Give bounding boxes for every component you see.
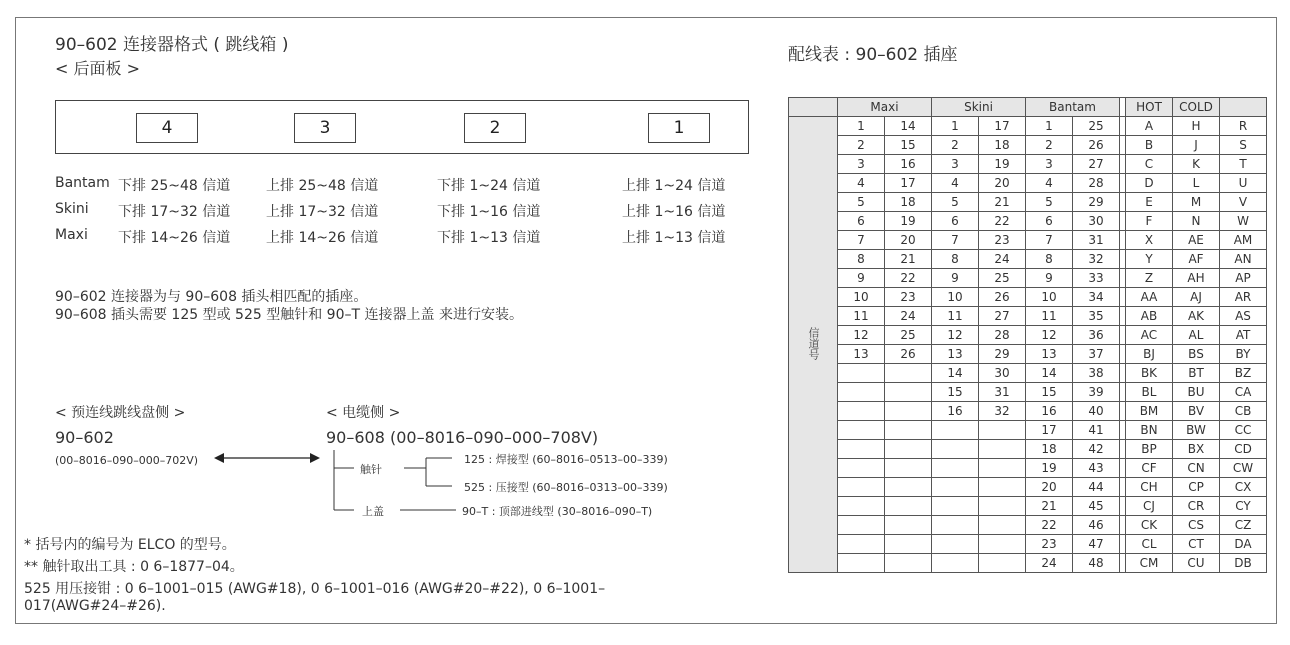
row-cell: 上排 17~32 信道 bbox=[266, 204, 379, 220]
table-cell: 28 bbox=[979, 326, 1026, 345]
table-cell: CL bbox=[1126, 535, 1173, 554]
table-cell: W bbox=[1220, 212, 1267, 231]
table-cell bbox=[932, 535, 979, 554]
table-cell: B bbox=[1126, 136, 1173, 155]
table-cell: 32 bbox=[1073, 250, 1120, 269]
table-cell bbox=[979, 516, 1026, 535]
table-cell: 9 bbox=[1026, 269, 1073, 288]
row-cell: 下排 25~48 信道 bbox=[118, 178, 231, 194]
table-cell: BV bbox=[1173, 402, 1220, 421]
table-cell: 7 bbox=[932, 231, 979, 250]
table-cell: 6 bbox=[932, 212, 979, 231]
table-cell: CN bbox=[1173, 459, 1220, 478]
table-cell: 13 bbox=[1026, 345, 1073, 364]
header-hot: HOT bbox=[1126, 98, 1173, 117]
slot-2: 2 bbox=[464, 113, 526, 143]
table-cell: 23 bbox=[1026, 535, 1073, 554]
table-cell: CK bbox=[1126, 516, 1173, 535]
header-bantam: Bantam bbox=[1026, 98, 1120, 117]
table-cell: BY bbox=[1220, 345, 1267, 364]
table-row bbox=[789, 440, 1267, 459]
table-cell bbox=[932, 516, 979, 535]
table-cell: U bbox=[1220, 174, 1267, 193]
table-cell: AJ bbox=[1173, 288, 1220, 307]
table-cell: N bbox=[1173, 212, 1220, 231]
row-cell: 上排 1~16 信道 bbox=[622, 204, 726, 220]
table-cell: 24 bbox=[1026, 554, 1073, 573]
table-cell: 2 bbox=[838, 136, 885, 155]
cover-90t: 90–T : 顶部进线型 (30–8016–090–T) bbox=[462, 505, 653, 518]
table-cell: CH bbox=[1126, 478, 1173, 497]
table-cell: 43 bbox=[1073, 459, 1120, 478]
table-header-row bbox=[789, 98, 1267, 117]
table-cell: 24 bbox=[885, 307, 932, 326]
table-cell: 4 bbox=[838, 174, 885, 193]
table-cell: 20 bbox=[1026, 478, 1073, 497]
left-model: 90–602 bbox=[55, 428, 114, 447]
table-cell: 40 bbox=[1073, 402, 1120, 421]
table-cell: D bbox=[1126, 174, 1173, 193]
table-cell bbox=[838, 497, 885, 516]
table-cell: K bbox=[1173, 155, 1220, 174]
table-cell: BX bbox=[1173, 440, 1220, 459]
footnote-3: 525 用压接钳 : 0 6–1001–015 (AWG#18), 0 6–1001–016 (AWG#20–#22), 0 6–1001– bbox=[24, 581, 606, 597]
table-cell: AK bbox=[1173, 307, 1220, 326]
header-skini: Skini bbox=[932, 98, 1026, 117]
table-cell: BM bbox=[1126, 402, 1173, 421]
table-cell bbox=[932, 440, 979, 459]
cable-side-heading: < 电缆侧 > bbox=[326, 405, 401, 421]
table-cell: 13 bbox=[932, 345, 979, 364]
table-row bbox=[789, 554, 1267, 573]
table-cell: 22 bbox=[979, 212, 1026, 231]
table-cell: 15 bbox=[932, 383, 979, 402]
table-cell: 2 bbox=[932, 136, 979, 155]
table-cell bbox=[885, 516, 932, 535]
table-cell: CJ bbox=[1126, 497, 1173, 516]
table-row bbox=[789, 459, 1267, 478]
table-cell: 22 bbox=[885, 269, 932, 288]
table-row bbox=[789, 345, 1267, 364]
table-cell: CC bbox=[1220, 421, 1267, 440]
table-cell: 10 bbox=[1026, 288, 1073, 307]
table-cell: Y bbox=[1126, 250, 1173, 269]
table-cell: 21 bbox=[979, 193, 1026, 212]
table-cell: 13 bbox=[838, 345, 885, 364]
table-cell: CF bbox=[1126, 459, 1173, 478]
table-cell: 30 bbox=[979, 364, 1026, 383]
table-cell bbox=[885, 497, 932, 516]
row-name: Maxi bbox=[55, 227, 88, 243]
table-cell: 36 bbox=[1073, 326, 1120, 345]
slot-3: 3 bbox=[294, 113, 356, 143]
table-cell bbox=[932, 554, 979, 573]
table-cell bbox=[885, 459, 932, 478]
table-row bbox=[789, 155, 1267, 174]
table-cell: 3 bbox=[838, 155, 885, 174]
header-maxi: Maxi bbox=[838, 98, 932, 117]
table-cell: CD bbox=[1220, 440, 1267, 459]
table-cell bbox=[885, 402, 932, 421]
table-cell: X bbox=[1126, 231, 1173, 250]
pin-label: 触针 bbox=[360, 463, 382, 476]
table-cell: 21 bbox=[885, 250, 932, 269]
table-row bbox=[789, 535, 1267, 554]
table-cell bbox=[932, 421, 979, 440]
table-cell: CY bbox=[1220, 497, 1267, 516]
table-cell: H bbox=[1173, 117, 1220, 136]
table-cell bbox=[885, 421, 932, 440]
table-cell: 38 bbox=[1073, 364, 1120, 383]
mating-arrow bbox=[214, 450, 320, 466]
description-line-2: 90–608 插头需要 125 型或 525 型触针和 90–T 连接器上盖 来进行安装。 bbox=[55, 307, 523, 323]
table-cell: BZ bbox=[1220, 364, 1267, 383]
table-cell: R bbox=[1220, 117, 1267, 136]
table-cell: CB bbox=[1220, 402, 1267, 421]
table-cell bbox=[932, 478, 979, 497]
left-model-code: (00–8016–090–000–702V) bbox=[55, 454, 199, 467]
table-cell: S bbox=[1220, 136, 1267, 155]
table-cell: 16 bbox=[1026, 402, 1073, 421]
table-row bbox=[789, 307, 1267, 326]
right-model: 90–608 (00–8016–090–000–708V) bbox=[326, 428, 599, 447]
row-cell: 下排 14~26 信道 bbox=[118, 230, 231, 246]
table-cell bbox=[838, 402, 885, 421]
table-cell: 3 bbox=[932, 155, 979, 174]
table-cell: 17 bbox=[1026, 421, 1073, 440]
table-cell: A bbox=[1126, 117, 1173, 136]
table-cell: AS bbox=[1220, 307, 1267, 326]
table-row bbox=[789, 402, 1267, 421]
table-cell: 8 bbox=[932, 250, 979, 269]
table-cell: T bbox=[1220, 155, 1267, 174]
table-cell: 33 bbox=[1073, 269, 1120, 288]
table-cell: AF bbox=[1173, 250, 1220, 269]
table-cell: 14 bbox=[885, 117, 932, 136]
table-cell: 31 bbox=[979, 383, 1026, 402]
table-cell: 32 bbox=[979, 402, 1026, 421]
table-cell: 11 bbox=[932, 307, 979, 326]
table-cell: DB bbox=[1220, 554, 1267, 573]
table-cell: AN bbox=[1220, 250, 1267, 269]
table-cell: 5 bbox=[838, 193, 885, 212]
table-cell: BK bbox=[1126, 364, 1173, 383]
table-cell: 12 bbox=[838, 326, 885, 345]
channel-number-text: 信道号 bbox=[807, 326, 820, 360]
table-cell: 14 bbox=[932, 364, 979, 383]
table-cell: CT bbox=[1173, 535, 1220, 554]
table-cell: 10 bbox=[932, 288, 979, 307]
tree-lines bbox=[326, 446, 466, 516]
table-row bbox=[789, 136, 1267, 155]
table-cell: AL bbox=[1173, 326, 1220, 345]
table-cell: CU bbox=[1173, 554, 1220, 573]
row-cell: 下排 1~24 信道 bbox=[437, 178, 541, 194]
table-cell: 18 bbox=[979, 136, 1026, 155]
table-cell bbox=[979, 497, 1026, 516]
table-cell bbox=[885, 535, 932, 554]
row-cell: 上排 25~48 信道 bbox=[266, 178, 379, 194]
table-row bbox=[789, 383, 1267, 402]
footnote-4: 017(AWG#24–#26). bbox=[24, 598, 166, 614]
table-cell: CS bbox=[1173, 516, 1220, 535]
table-cell: J bbox=[1173, 136, 1220, 155]
table-cell: 39 bbox=[1073, 383, 1120, 402]
table-cell: AA bbox=[1126, 288, 1173, 307]
table-cell bbox=[885, 478, 932, 497]
table-cell: CA bbox=[1220, 383, 1267, 402]
table-row bbox=[789, 231, 1267, 250]
table-cell: 23 bbox=[979, 231, 1026, 250]
table-row bbox=[789, 421, 1267, 440]
table-cell: BS bbox=[1173, 345, 1220, 364]
table-row bbox=[789, 364, 1267, 383]
pin-125: 125 : 焊接型 (60–8016–0513–00–339) bbox=[464, 453, 668, 466]
table-title: 配线表 : 90–602 插座 bbox=[788, 45, 958, 65]
table-cell: 24 bbox=[979, 250, 1026, 269]
table-cell bbox=[838, 364, 885, 383]
wiring-table bbox=[788, 97, 1267, 573]
table-cell: 18 bbox=[885, 193, 932, 212]
table-row bbox=[789, 478, 1267, 497]
table-cell: AM bbox=[1220, 231, 1267, 250]
table-cell: CM bbox=[1126, 554, 1173, 573]
table-cell: 41 bbox=[1073, 421, 1120, 440]
table-cell: BN bbox=[1126, 421, 1173, 440]
table-cell: 16 bbox=[932, 402, 979, 421]
table-cell: CX bbox=[1220, 478, 1267, 497]
table-cell bbox=[838, 478, 885, 497]
table-cell: 8 bbox=[1026, 250, 1073, 269]
table-cell: 14 bbox=[1026, 364, 1073, 383]
table-cell bbox=[838, 516, 885, 535]
table-cell: 20 bbox=[979, 174, 1026, 193]
table-row bbox=[789, 250, 1267, 269]
table-cell: 35 bbox=[1073, 307, 1120, 326]
table-cell: 11 bbox=[1026, 307, 1073, 326]
table-cell: 7 bbox=[838, 231, 885, 250]
table-cell bbox=[979, 554, 1026, 573]
table-cell: 47 bbox=[1073, 535, 1120, 554]
rear-panel bbox=[55, 100, 749, 154]
table-cell: 21 bbox=[1026, 497, 1073, 516]
table-cell bbox=[838, 421, 885, 440]
table-cell: 27 bbox=[979, 307, 1026, 326]
table-cell: 8 bbox=[838, 250, 885, 269]
table-cell: 11 bbox=[838, 307, 885, 326]
table-cell bbox=[885, 440, 932, 459]
table-cell: 5 bbox=[1026, 193, 1073, 212]
table-cell: 3 bbox=[1026, 155, 1073, 174]
table-cell: AT bbox=[1220, 326, 1267, 345]
description-line-1: 90–602 连接器为与 90–608 插头相匹配的插座。 bbox=[55, 289, 368, 305]
patchbay-side-heading: < 预连线跳线盘侧 > bbox=[55, 405, 186, 421]
table-cell: BW bbox=[1173, 421, 1220, 440]
table-cell: 26 bbox=[979, 288, 1026, 307]
table-cell: 19 bbox=[1026, 459, 1073, 478]
table-cell: L bbox=[1173, 174, 1220, 193]
table-cell: 9 bbox=[838, 269, 885, 288]
table-cell: 29 bbox=[1073, 193, 1120, 212]
header-corner bbox=[789, 98, 838, 117]
table-cell: 18 bbox=[1026, 440, 1073, 459]
table-cell: CR bbox=[1173, 497, 1220, 516]
table-cell: 17 bbox=[885, 174, 932, 193]
row-name: Skini bbox=[55, 201, 89, 217]
table-cell: BP bbox=[1126, 440, 1173, 459]
channel-number-label bbox=[789, 117, 838, 573]
table-cell: 2 bbox=[1026, 136, 1073, 155]
table-cell: 26 bbox=[1073, 136, 1120, 155]
footnote-1: * 括号内的编号为 ELCO 的型号。 bbox=[24, 537, 236, 553]
table-cell: 37 bbox=[1073, 345, 1120, 364]
slot-1: 1 bbox=[648, 113, 710, 143]
table-cell bbox=[885, 554, 932, 573]
table-row bbox=[789, 288, 1267, 307]
table-row bbox=[789, 326, 1267, 345]
table-cell: AC bbox=[1126, 326, 1173, 345]
table-cell: DA bbox=[1220, 535, 1267, 554]
row-cell: 上排 1~13 信道 bbox=[622, 230, 726, 246]
table-cell: 7 bbox=[1026, 231, 1073, 250]
table-cell: 46 bbox=[1073, 516, 1120, 535]
table-cell: 45 bbox=[1073, 497, 1120, 516]
table-cell: BL bbox=[1126, 383, 1173, 402]
table-cell: 17 bbox=[979, 117, 1026, 136]
table-cell bbox=[838, 554, 885, 573]
table-row bbox=[789, 516, 1267, 535]
table-row bbox=[789, 193, 1267, 212]
table-cell: 26 bbox=[885, 345, 932, 364]
table-cell: 48 bbox=[1073, 554, 1120, 573]
table-cell bbox=[838, 459, 885, 478]
header-ground bbox=[1220, 98, 1267, 117]
table-cell: CW bbox=[1220, 459, 1267, 478]
table-cell bbox=[885, 364, 932, 383]
pin-525: 525 : 压接型 (60–8016–0313–00–339) bbox=[464, 481, 668, 494]
table-cell: 25 bbox=[979, 269, 1026, 288]
table-cell: 29 bbox=[979, 345, 1026, 364]
table-cell: 12 bbox=[932, 326, 979, 345]
table-row bbox=[789, 269, 1267, 288]
table-cell bbox=[838, 440, 885, 459]
table-cell: 5 bbox=[932, 193, 979, 212]
table-cell: 27 bbox=[1073, 155, 1120, 174]
table-cell: Z bbox=[1126, 269, 1173, 288]
table-cell: 1 bbox=[932, 117, 979, 136]
table-cell: 28 bbox=[1073, 174, 1120, 193]
table-cell: AB bbox=[1126, 307, 1173, 326]
table-cell: 16 bbox=[885, 155, 932, 174]
row-name: Bantam bbox=[55, 175, 110, 191]
table-cell: 31 bbox=[1073, 231, 1120, 250]
table-cell bbox=[932, 497, 979, 516]
table-cell bbox=[932, 459, 979, 478]
footnote-2: ** 触针取出工具 : 0 6–1877–04。 bbox=[24, 559, 244, 575]
table-cell bbox=[979, 440, 1026, 459]
table-cell: CZ bbox=[1220, 516, 1267, 535]
table-cell: BT bbox=[1173, 364, 1220, 383]
table-cell: 30 bbox=[1073, 212, 1120, 231]
table-cell: 23 bbox=[885, 288, 932, 307]
table-cell: AH bbox=[1173, 269, 1220, 288]
table-cell: 42 bbox=[1073, 440, 1120, 459]
table-cell: 25 bbox=[885, 326, 932, 345]
table-cell bbox=[885, 383, 932, 402]
table-row bbox=[789, 117, 1267, 136]
table-cell: 19 bbox=[979, 155, 1026, 174]
table-cell: 1 bbox=[1026, 117, 1073, 136]
table-cell bbox=[979, 478, 1026, 497]
table-cell: 1 bbox=[838, 117, 885, 136]
table-row bbox=[789, 497, 1267, 516]
table-cell bbox=[838, 383, 885, 402]
header-cold: COLD bbox=[1173, 98, 1220, 117]
table-cell: 15 bbox=[1026, 383, 1073, 402]
table-cell: BJ bbox=[1126, 345, 1173, 364]
table-cell: 19 bbox=[885, 212, 932, 231]
table-cell bbox=[979, 421, 1026, 440]
table-row bbox=[789, 212, 1267, 231]
table-cell: 4 bbox=[1026, 174, 1073, 193]
table-cell: 22 bbox=[1026, 516, 1073, 535]
slot-4: 4 bbox=[136, 113, 198, 143]
row-cell: 下排 1~13 信道 bbox=[437, 230, 541, 246]
table-cell: 9 bbox=[932, 269, 979, 288]
row-cell: 上排 14~26 信道 bbox=[266, 230, 379, 246]
table-cell: 6 bbox=[838, 212, 885, 231]
row-cell: 下排 1~16 信道 bbox=[437, 204, 541, 220]
table-cell: AP bbox=[1220, 269, 1267, 288]
table-cell: E bbox=[1126, 193, 1173, 212]
table-cell: F bbox=[1126, 212, 1173, 231]
table-cell: C bbox=[1126, 155, 1173, 174]
table-cell: 12 bbox=[1026, 326, 1073, 345]
table-cell: 25 bbox=[1073, 117, 1120, 136]
table-row bbox=[789, 174, 1267, 193]
table-cell: 20 bbox=[885, 231, 932, 250]
cover-label: 上盖 bbox=[362, 505, 384, 518]
table-cell: CP bbox=[1173, 478, 1220, 497]
table-cell bbox=[979, 459, 1026, 478]
row-cell: 下排 17~32 信道 bbox=[118, 204, 231, 220]
table-cell: 15 bbox=[885, 136, 932, 155]
table-cell: 4 bbox=[932, 174, 979, 193]
table-cell: 6 bbox=[1026, 212, 1073, 231]
table-cell bbox=[838, 535, 885, 554]
table-cell: BU bbox=[1173, 383, 1220, 402]
row-cell: 上排 1~24 信道 bbox=[622, 178, 726, 194]
table-cell: AE bbox=[1173, 231, 1220, 250]
connector-title: 90–602 连接器格式 ( 跳线箱 ) bbox=[55, 35, 289, 55]
table-cell: 44 bbox=[1073, 478, 1120, 497]
table-cell: 10 bbox=[838, 288, 885, 307]
table-cell: 34 bbox=[1073, 288, 1120, 307]
table-cell: V bbox=[1220, 193, 1267, 212]
rear-panel-subtitle: < 后面板 > bbox=[55, 59, 140, 78]
table-cell bbox=[979, 535, 1026, 554]
table-cell: M bbox=[1173, 193, 1220, 212]
table-cell: AR bbox=[1220, 288, 1267, 307]
